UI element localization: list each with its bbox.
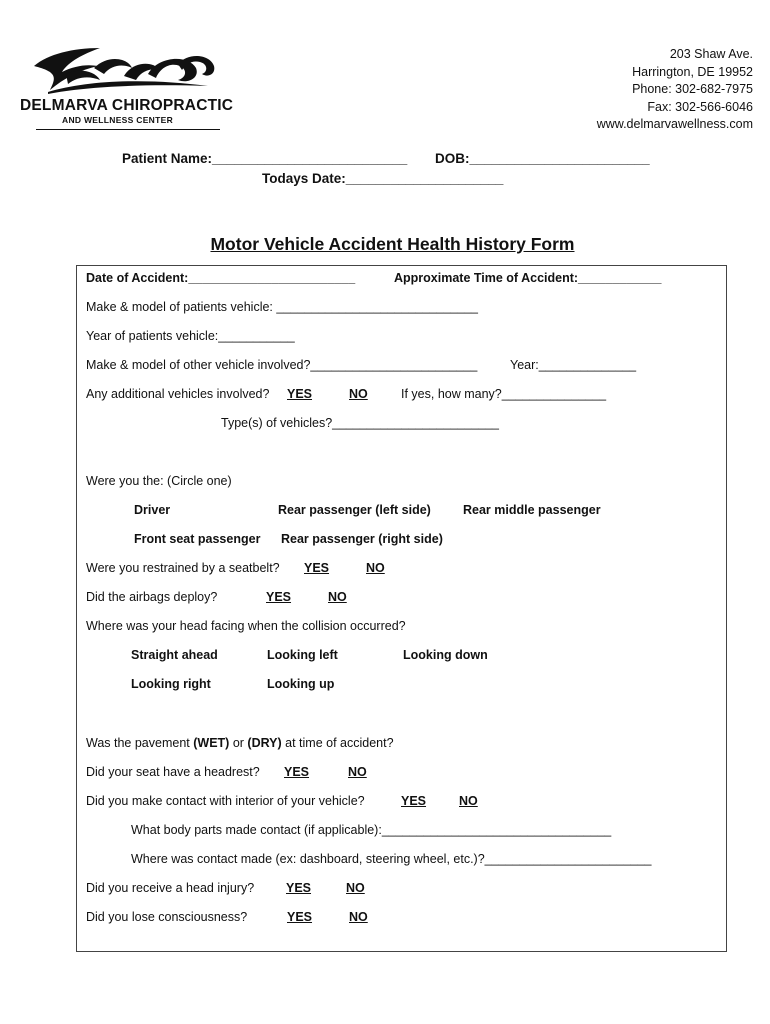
- address-fax: Fax: 302-566-6046: [647, 99, 753, 114]
- patient-name-field[interactable]: Patient Name:__________________________: [122, 151, 408, 166]
- consciousness-no[interactable]: NO: [349, 910, 368, 924]
- approx-time-field[interactable]: Approximate Time of Accident:____________: [394, 271, 662, 285]
- todays-date-field[interactable]: Todays Date:_____________________: [262, 171, 504, 186]
- year-other-field[interactable]: Year:______________: [510, 358, 637, 372]
- head-looking-down[interactable]: Looking down: [403, 648, 488, 662]
- seatbelt-yes[interactable]: YES: [304, 561, 330, 575]
- year-patient-field[interactable]: Year of patients vehicle:___________: [86, 329, 295, 343]
- head-looking-left[interactable]: Looking left: [267, 648, 338, 662]
- consciousness-question: Did you lose consciousness?: [86, 910, 248, 924]
- address-phone: Phone: 302-682-7975: [632, 82, 753, 96]
- additional-vehicles-yes[interactable]: YES: [287, 387, 313, 401]
- pavement-dry-option[interactable]: (DRY): [247, 736, 282, 750]
- body-parts-field[interactable]: What body parts made contact (if applicable):_________________________________: [131, 823, 612, 837]
- position-rear-left[interactable]: Rear passenger (left side): [278, 503, 431, 517]
- head-looking-right[interactable]: Looking right: [131, 677, 211, 691]
- additional-vehicles-no[interactable]: NO: [349, 387, 368, 401]
- head-injury-question: Did you receive a head injury?: [86, 881, 255, 895]
- make-model-other-field[interactable]: Make & model of other vehicle involved?________________________: [86, 358, 478, 372]
- consciousness-yes[interactable]: YES: [287, 910, 313, 924]
- were-you-the-question: Were you the: (Circle one): [86, 474, 232, 488]
- headrest-yes[interactable]: YES: [284, 765, 310, 779]
- pavement-question: [86, 736, 394, 750]
- head-injury-no[interactable]: NO: [346, 881, 365, 895]
- types-of-vehicles-field[interactable]: Type(s) of vehicles?________________________: [221, 416, 500, 430]
- contact-interior-no[interactable]: NO: [459, 794, 478, 808]
- position-front-seat[interactable]: Front seat passenger: [134, 532, 261, 546]
- pavement-prefix: Was the pavement: [86, 736, 194, 750]
- seatbelt-no[interactable]: NO: [366, 561, 385, 575]
- make-model-patient-field[interactable]: Make & model of patients vehicle: _____________________________: [86, 300, 478, 314]
- form-title: Motor Vehicle Accident Health History Form: [210, 234, 575, 254]
- head-looking-up[interactable]: Looking up: [267, 677, 335, 691]
- airbags-question: Did the airbags deploy?: [86, 590, 218, 604]
- position-rear-right[interactable]: Rear passenger (right side): [281, 532, 443, 546]
- position-driver[interactable]: Driver: [134, 503, 171, 517]
- airbags-no[interactable]: NO: [328, 590, 347, 604]
- head-facing-question: Where was your head facing when the collision occurred?: [86, 619, 406, 633]
- pavement-wet-option[interactable]: (WET): [193, 736, 230, 750]
- address-website: www.delmarvawellness.com: [596, 117, 753, 131]
- clinic-address-block: [597, 46, 753, 134]
- head-injury-yes[interactable]: YES: [286, 881, 312, 895]
- logo-tagline: AND WELLNESS CENTER: [62, 115, 174, 125]
- how-many-field[interactable]: If yes, how many?_______________: [401, 387, 607, 401]
- logo-underline: [36, 129, 220, 130]
- clinic-logo-graphic: [28, 44, 218, 100]
- pavement-or: or: [229, 736, 248, 750]
- additional-vehicles-question: Any additional vehicles involved?: [86, 387, 270, 401]
- address-city: Harrington, DE 19952: [632, 64, 753, 79]
- contact-interior-question: Did you make contact with interior of your vehicle?: [86, 794, 365, 808]
- airbags-yes[interactable]: YES: [266, 590, 292, 604]
- pavement-suffix: at time of accident?: [281, 736, 394, 750]
- date-of-accident-field[interactable]: Date of Accident:________________________: [86, 271, 356, 285]
- headrest-question: Did your seat have a headrest?: [86, 765, 260, 779]
- logo-clinic-name: DELMARVA CHIROPRACTIC: [20, 97, 234, 114]
- contact-interior-yes[interactable]: YES: [401, 794, 427, 808]
- head-straight-ahead[interactable]: Straight ahead: [131, 648, 218, 662]
- position-rear-middle[interactable]: Rear middle passenger: [463, 503, 601, 517]
- address-street: 203 Shaw Ave.: [669, 47, 753, 61]
- seatbelt-question: Were you restrained by a seatbelt?: [86, 561, 280, 575]
- headrest-no[interactable]: NO: [348, 765, 367, 779]
- dob-field[interactable]: DOB:________________________: [435, 151, 650, 166]
- where-contact-field[interactable]: Where was contact made (ex: dashboard, steering wheel, etc.)?________________________: [131, 852, 652, 866]
